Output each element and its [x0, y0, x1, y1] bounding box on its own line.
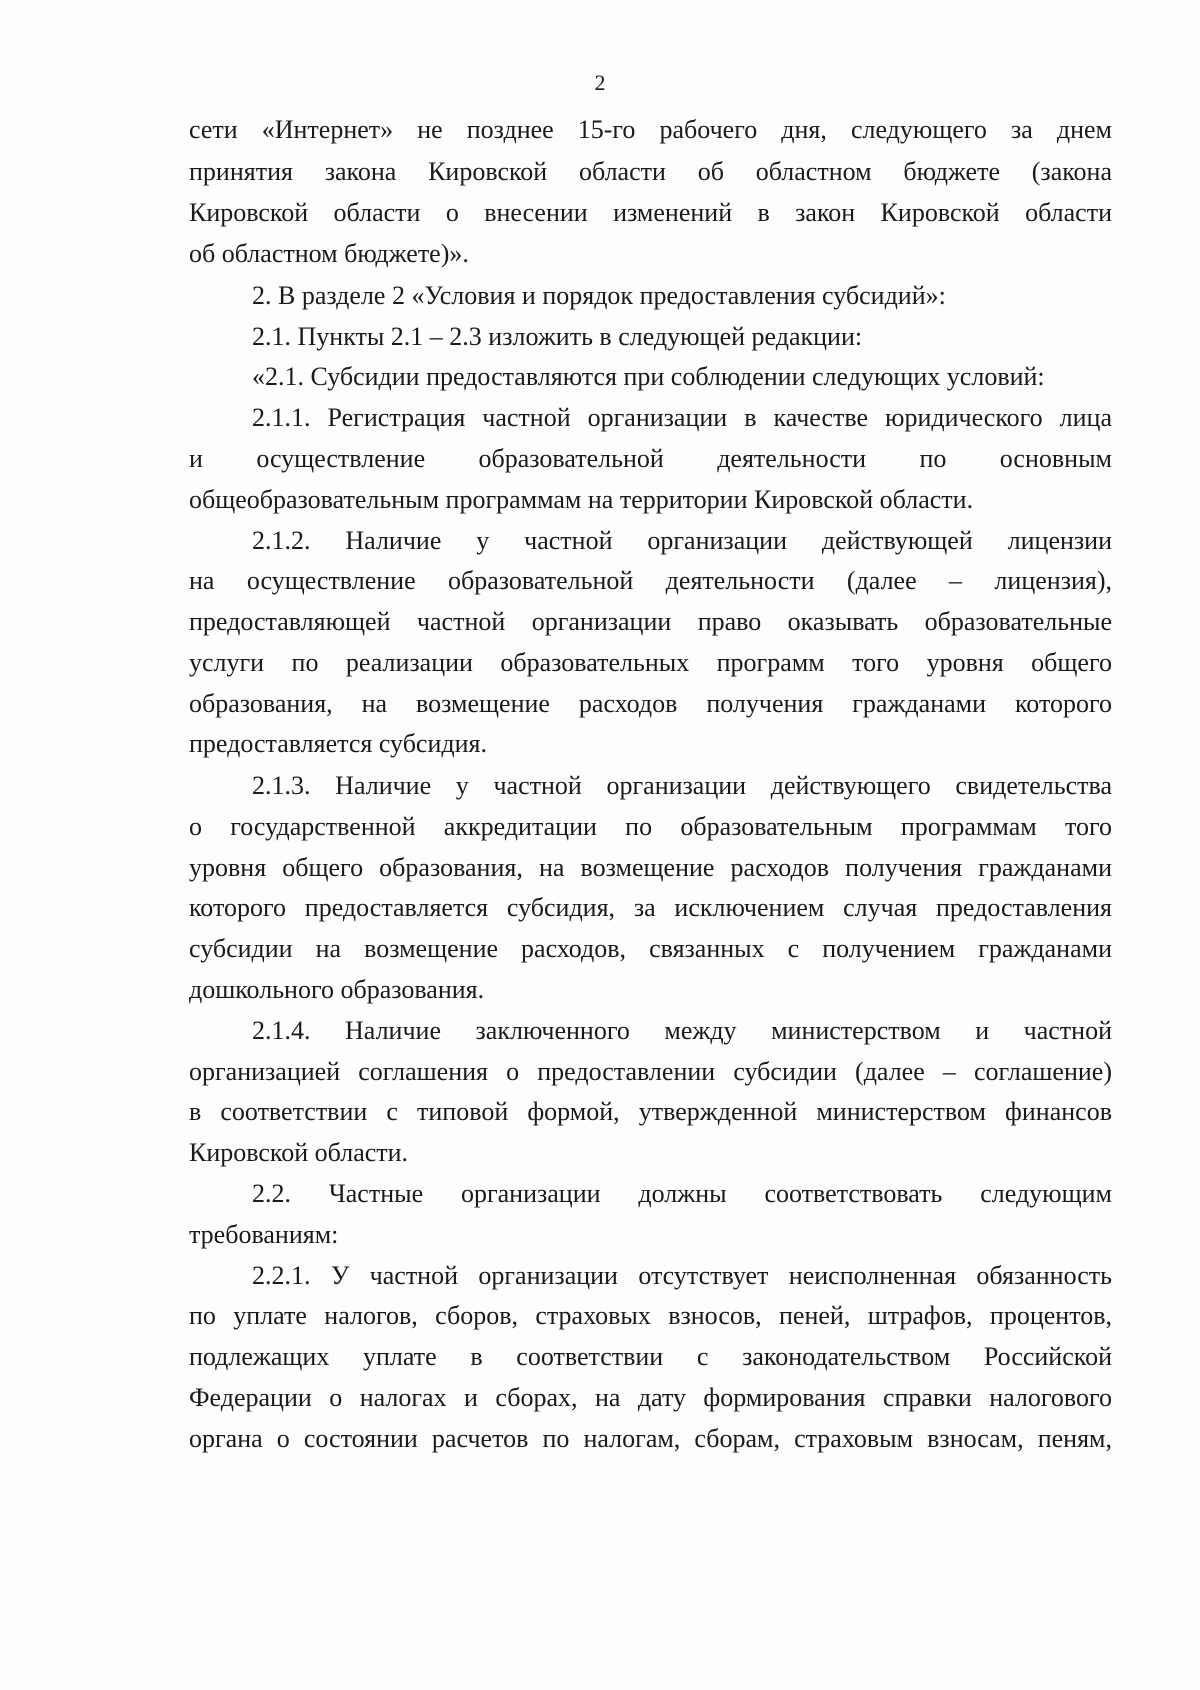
text-line: на осуществление образовательной деятельности (далее – лицензия),: [189, 566, 1112, 595]
text-line: Кировской области.: [189, 1138, 409, 1167]
text-line: уровня общего образования, на возмещение расходов получения гражданами: [189, 853, 1112, 882]
text-line: образования, на возмещение расходов получения гражданами которого: [189, 689, 1112, 718]
text-line: Федерации о налогах и сборах, на дату формирования справки налогового: [189, 1383, 1112, 1412]
text-line: 2.1.4. Наличие заключенного между министерством и частной: [252, 1016, 1112, 1045]
text-line: сети «Интернет» не позднее 15-го рабочего дня, следующего за днем: [189, 115, 1112, 144]
text-line: в соответствии с типовой формой, утвержденной министерством финансов: [189, 1097, 1112, 1126]
text-line: организацией соглашения о предоставлении субсидии (далее – соглашение): [189, 1057, 1112, 1086]
page-number: 2: [594, 70, 606, 95]
text-line: 2.1.3. Наличие у частной организации действующего свидетельства: [252, 771, 1112, 800]
text-line: принятия закона Кировской области об областном бюджете (закона: [189, 157, 1112, 186]
text-line: 2.1. Пункты 2.1 – 2.3 изложить в следующей редакции:: [252, 322, 863, 351]
text-line: 2.2.1. У частной организации отсутствует неисполненная обязанность: [252, 1261, 1112, 1290]
text-line: 2.1.1. Регистрация частной организации в качестве юридического лица: [252, 403, 1112, 432]
text-line: и осуществление образовательной деятельности по основным: [189, 444, 1112, 473]
text-line: 2.2. Частные организации должны соответствовать следующим: [252, 1179, 1112, 1208]
text-line: Кировской области о внесении изменений в закон Кировской области: [189, 198, 1112, 227]
text-line: о государственной аккредитации по образовательным программам того: [189, 812, 1112, 841]
text-line: которого предоставляется субсидия, за исключением случая предоставления: [189, 893, 1112, 922]
text-line: об областном бюджете)».: [189, 239, 469, 268]
text-line: дошкольного образования.: [189, 975, 485, 1004]
text-line: 2. В разделе 2 «Условия и порядок предоставления субсидий»:: [252, 281, 946, 310]
text-line: органа о состоянии расчетов по налогам, сборам, страховым взносам, пеням,: [189, 1424, 1112, 1453]
text-line: по уплате налогов, сборов, страховых взносов, пеней, штрафов, процентов,: [189, 1301, 1112, 1330]
text-line: общеобразовательным программам на территории Кировской области.: [189, 485, 974, 514]
text-line: требованиям:: [189, 1220, 339, 1249]
text-line: 2.1.2. Наличие у частной организации действующей лицензии: [252, 526, 1112, 555]
text-line: «2.1. Субсидии предоставляются при соблюдении следующих условий:: [252, 362, 1045, 391]
text-line: предоставляется субсидия.: [189, 729, 487, 758]
text-line: субсидии на возмещение расходов, связанных с получением гражданами: [189, 934, 1112, 963]
text-line: услуги по реализации образовательных программ того уровня общего: [189, 648, 1112, 677]
text-line: предоставляющей частной организации право оказывать образовательные: [189, 607, 1112, 636]
text-line: подлежащих уплате в соответствии с законодательством Российской: [189, 1342, 1112, 1371]
